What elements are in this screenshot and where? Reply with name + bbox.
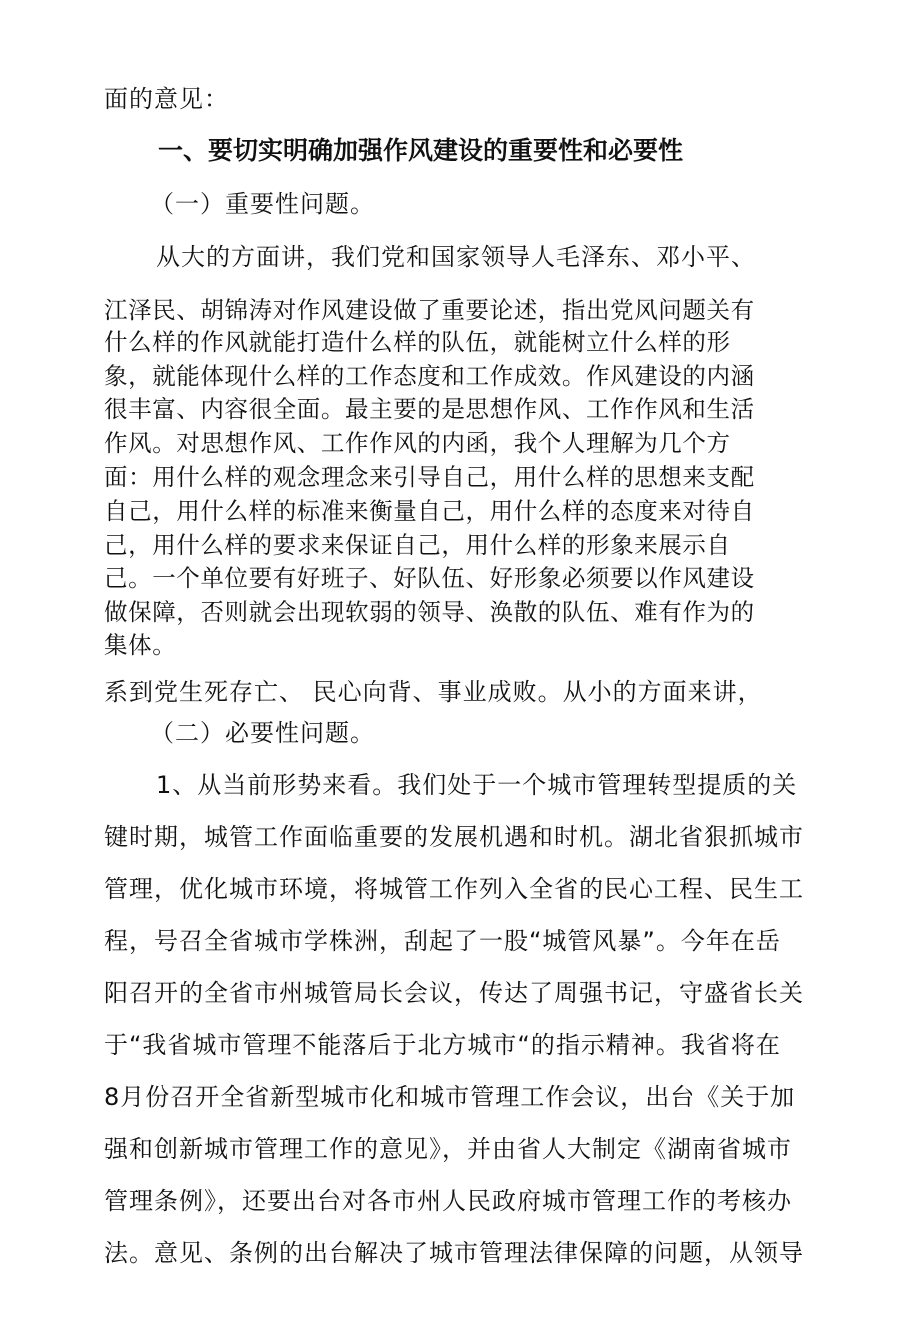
text-line: 什么样的作风就能打造什么样的队伍，就能树立什么样的形 bbox=[104, 328, 731, 356]
text-line: 阳召开的全省市州城管局长会议，传达了周强书记，守盛省长关 bbox=[104, 979, 804, 1007]
text-line: 法。意见、条例的出台解决了城市管理法律保障的问题，从领导 bbox=[104, 1239, 804, 1267]
text-line: 江泽民、胡锦涛对作风建设做了重要论述，指出党风问题关有 bbox=[104, 296, 755, 324]
text-line: 1、从当前形势来看。我们处于一个城市管理转型提质的关 bbox=[156, 771, 798, 799]
text-line: 于“我省城市管理不能落后于北方城市“的指示精神。我省将在 bbox=[104, 1031, 781, 1059]
text-line: 系到党生死存亡、 民心向背、事业成败。从小的方面来讲， bbox=[104, 678, 763, 706]
text-line: 键时期，城管工作面临重要的发展机遇和时机。湖北省狠抓城市 bbox=[104, 823, 804, 851]
text-line: 己，用什么样的要求来保证自己，用什么样的形象来展示自 bbox=[104, 531, 731, 559]
text-line: 从大的方面讲，我们党和国家领导人毛泽东、邓小平、 bbox=[156, 243, 756, 271]
section-heading: 一、要切实明确加强作风建设的重要性和必要性 bbox=[158, 136, 684, 165]
text-line: 面：用什么样的观念理念来引导自己，用什么样的思想来支配 bbox=[104, 463, 755, 491]
text-line: 作风。对思想作风、工作作风的内函，我个人理解为几个方 bbox=[104, 429, 731, 457]
text-line: 强和创新城市管理工作的意见》，并由省人大制定《湖南省城市 bbox=[104, 1135, 792, 1163]
text-line: 面的意见： bbox=[104, 85, 229, 113]
text-line: 做保障，否则就会出现软弱的领导、涣散的队伍、难有作为的 bbox=[104, 598, 755, 626]
subsection-heading: （一）重要性问题。 bbox=[150, 190, 375, 218]
text-line: 管理，优化城市环境，将城管工作列入全省的民心工程、民生工 bbox=[104, 875, 804, 903]
subsection-heading: （二）必要性问题。 bbox=[150, 719, 375, 747]
text-line: 8月份召开全省新型城市化和城市管理工作会议，出台《关于加 bbox=[104, 1083, 796, 1111]
text-line: 程，号召全省城市学株洲，刮起了一股“城管风暴”。今年在岳 bbox=[104, 927, 781, 955]
text-line: 很丰富、内容很全面。最主要的是思想作风、工作作风和生活 bbox=[104, 395, 755, 423]
text-line: 管理条例》，还要出台对各市州人民政府城市管理工作的考核办 bbox=[104, 1187, 792, 1215]
text-line: 集体。 bbox=[104, 631, 177, 659]
text-line: 自己，用什么样的标准来衡量自己，用什么样的态度来对待自 bbox=[104, 497, 755, 525]
text-line: 己。一个单位要有好班子、好队伍、好形象必须要以作风建设 bbox=[104, 564, 755, 592]
text-line: 象，就能体现什么样的工作态度和工作成效。作风建设的内涵 bbox=[104, 362, 755, 390]
